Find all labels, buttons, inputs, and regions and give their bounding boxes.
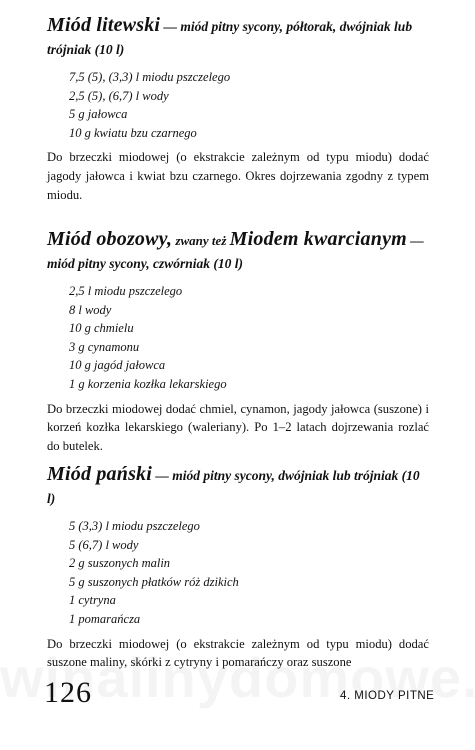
ingredient-item: 8 l wody [69, 302, 112, 317]
recipe-heading [47, 463, 429, 509]
recipe-title-alt: Miodem kwarcianym [229, 228, 407, 250]
recipe-title-aside: zwany też [172, 233, 230, 248]
ingredient-item: 1 cytryna [69, 593, 116, 608]
ingredient-item: 5 g suszonych płatków róż dzikich [69, 574, 239, 589]
ingredient-item: 10 g kwiatu bzu czarnego [69, 125, 197, 140]
ingredient-item: 7,5 (5), (3,3) l miodu pszczelego [69, 70, 231, 84]
recipe-instructions: Do brzeczki miodowej (o ekstrakcie zależnym od typu miodu) dodać suszone maliny, skórki z cytryny i pomarańczy oraz suszone [47, 636, 429, 670]
recipe-title: Miód litewski [47, 14, 161, 36]
ingredient-item: 1 pomarańcza [69, 611, 141, 626]
recipe-instructions: Do brzeczki miodowej (o ekstrakcie zależnym od typu miodu) dodać jagody jałowca i kwiat bzu czarnego. Okres dojrzewania zgodny z typem miodu. [47, 150, 429, 202]
recipe-subtitle: — miód pitny sycony, dwójniak lub trójniak (10 l) [47, 468, 420, 506]
recipe-miod-panski [47, 463, 429, 672]
recipe-miod-litewski [47, 14, 429, 204]
page-number: 126 [44, 676, 92, 709]
ingredient-item: 2,5 (5), (6,7) l wody [69, 88, 169, 103]
ingredient-list [69, 517, 429, 629]
ingredient-item: 3 g cynamonu [69, 339, 140, 354]
ingredient-item: 5 (6,7) l wody [69, 537, 139, 552]
running-section-title: 4. MIODY PITNE [340, 690, 435, 702]
recipe-subtitle: — miód pitny sycony, czwórniak (10 l) [47, 233, 424, 271]
recipe-miod-obozowy [47, 228, 429, 455]
ingredient-item: 1 g korzenia kozłka lekarskiego [69, 376, 227, 391]
recipe-instructions: Do brzeczki miodowej dodać chmiel, cynamon, jagody jałowca (suszone) i korzeń kozłka lekarskiego (waleriany). Po 1–2 latach dojrzewania rozlać do butelek. [47, 401, 429, 453]
ingredient-list [69, 68, 429, 142]
ingredient-item: 5 g jałowca [69, 107, 128, 122]
ingredient-list [69, 282, 429, 394]
ingredient-item: 5 (3,3) l miodu pszczelego [69, 519, 200, 533]
page-footer [0, 676, 475, 716]
recipe-heading [47, 228, 429, 274]
ingredient-item: 10 g chmielu [69, 321, 134, 336]
ingredient-item: 2,5 l miodu pszczelego [69, 284, 183, 298]
recipe-title: Miód obozowy, [47, 228, 173, 250]
ingredient-item: 2 g suszonych malin [69, 556, 171, 571]
recipe-title: Miód pański [47, 463, 153, 485]
recipe-heading [47, 14, 429, 60]
ingredient-item: 10 g jagód jałowca [69, 358, 166, 373]
recipe-subtitle: — miód pitny sycony, półtorak, dwójniak lub trójniak (10 l) [47, 19, 413, 57]
